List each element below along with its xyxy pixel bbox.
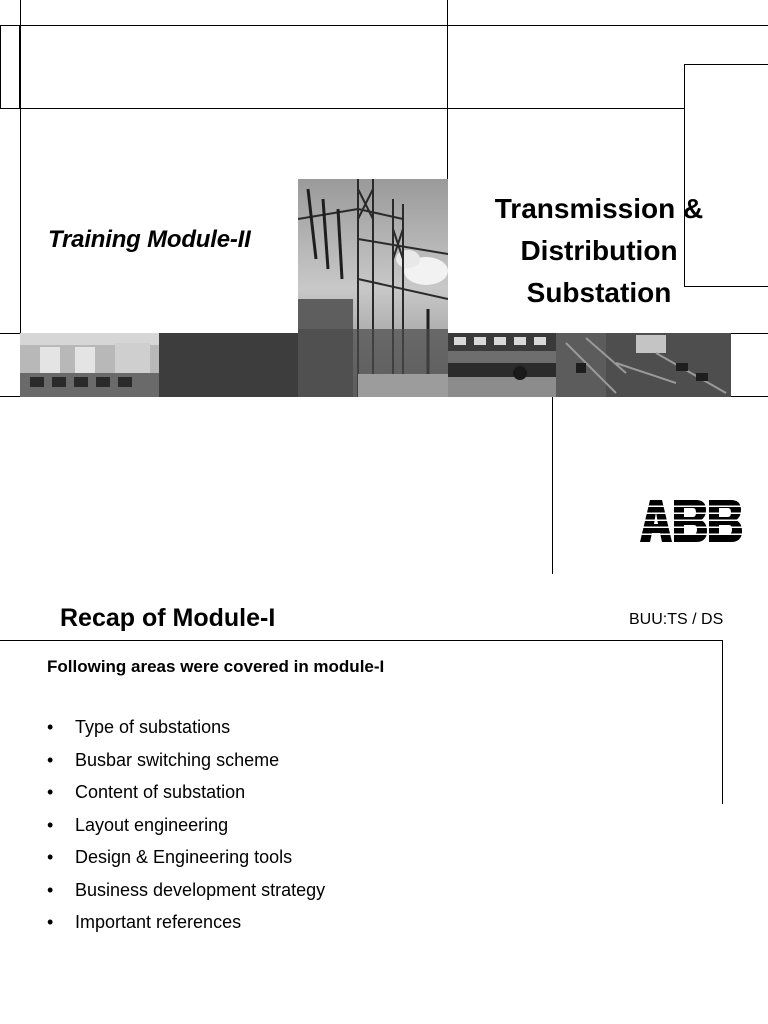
bullet-icon: • bbox=[47, 749, 54, 770]
control-room-photo bbox=[448, 333, 556, 397]
electronic-equipment-photo bbox=[556, 333, 731, 397]
list-item-text: Important references bbox=[75, 912, 242, 932]
list-item-text: Busbar switching scheme bbox=[75, 749, 280, 770]
main-title-line-1: Transmission & bbox=[494, 193, 704, 224]
list-item-text: Content of substation bbox=[75, 782, 246, 802]
list-item-text: Design & Engineering tools bbox=[75, 847, 293, 867]
bullet-icon: • bbox=[47, 879, 54, 900]
bullet-icon: • bbox=[47, 782, 54, 802]
recap-right-rule bbox=[722, 640, 723, 804]
left-vertical-line bbox=[20, 0, 21, 334]
main-title-line-3: Substation bbox=[526, 277, 672, 308]
module-title: Training Module-II bbox=[48, 226, 251, 253]
abb-logo bbox=[640, 500, 742, 542]
bullet-icon: • bbox=[47, 814, 54, 835]
substation-structure-photo bbox=[298, 179, 448, 397]
bullet-icon: • bbox=[47, 717, 54, 737]
computer-training-room-photo bbox=[20, 333, 159, 397]
department-code: BUU:TS / DS bbox=[629, 611, 724, 628]
list-item-text: Layout engineering bbox=[75, 814, 229, 835]
recap-top-rule bbox=[0, 640, 723, 641]
logo-divider-line bbox=[552, 396, 553, 574]
bullet-icon: • bbox=[47, 847, 54, 867]
top-frame-line bbox=[0, 25, 768, 26]
header-left-box bbox=[0, 25, 20, 109]
header-bottom-line bbox=[0, 108, 685, 109]
main-title bbox=[474, 188, 724, 314]
dark-panel-block bbox=[159, 333, 298, 397]
list-item-text: Business development strategy bbox=[75, 879, 326, 900]
recap-title: Recap of Module-I bbox=[60, 604, 276, 632]
bullet-icon: • bbox=[47, 912, 54, 932]
list-item-text: Type of substations bbox=[75, 717, 231, 737]
recap-lead-text: Following areas were covered in module-I bbox=[47, 657, 385, 676]
main-title-line-2: Distribution bbox=[520, 235, 678, 266]
